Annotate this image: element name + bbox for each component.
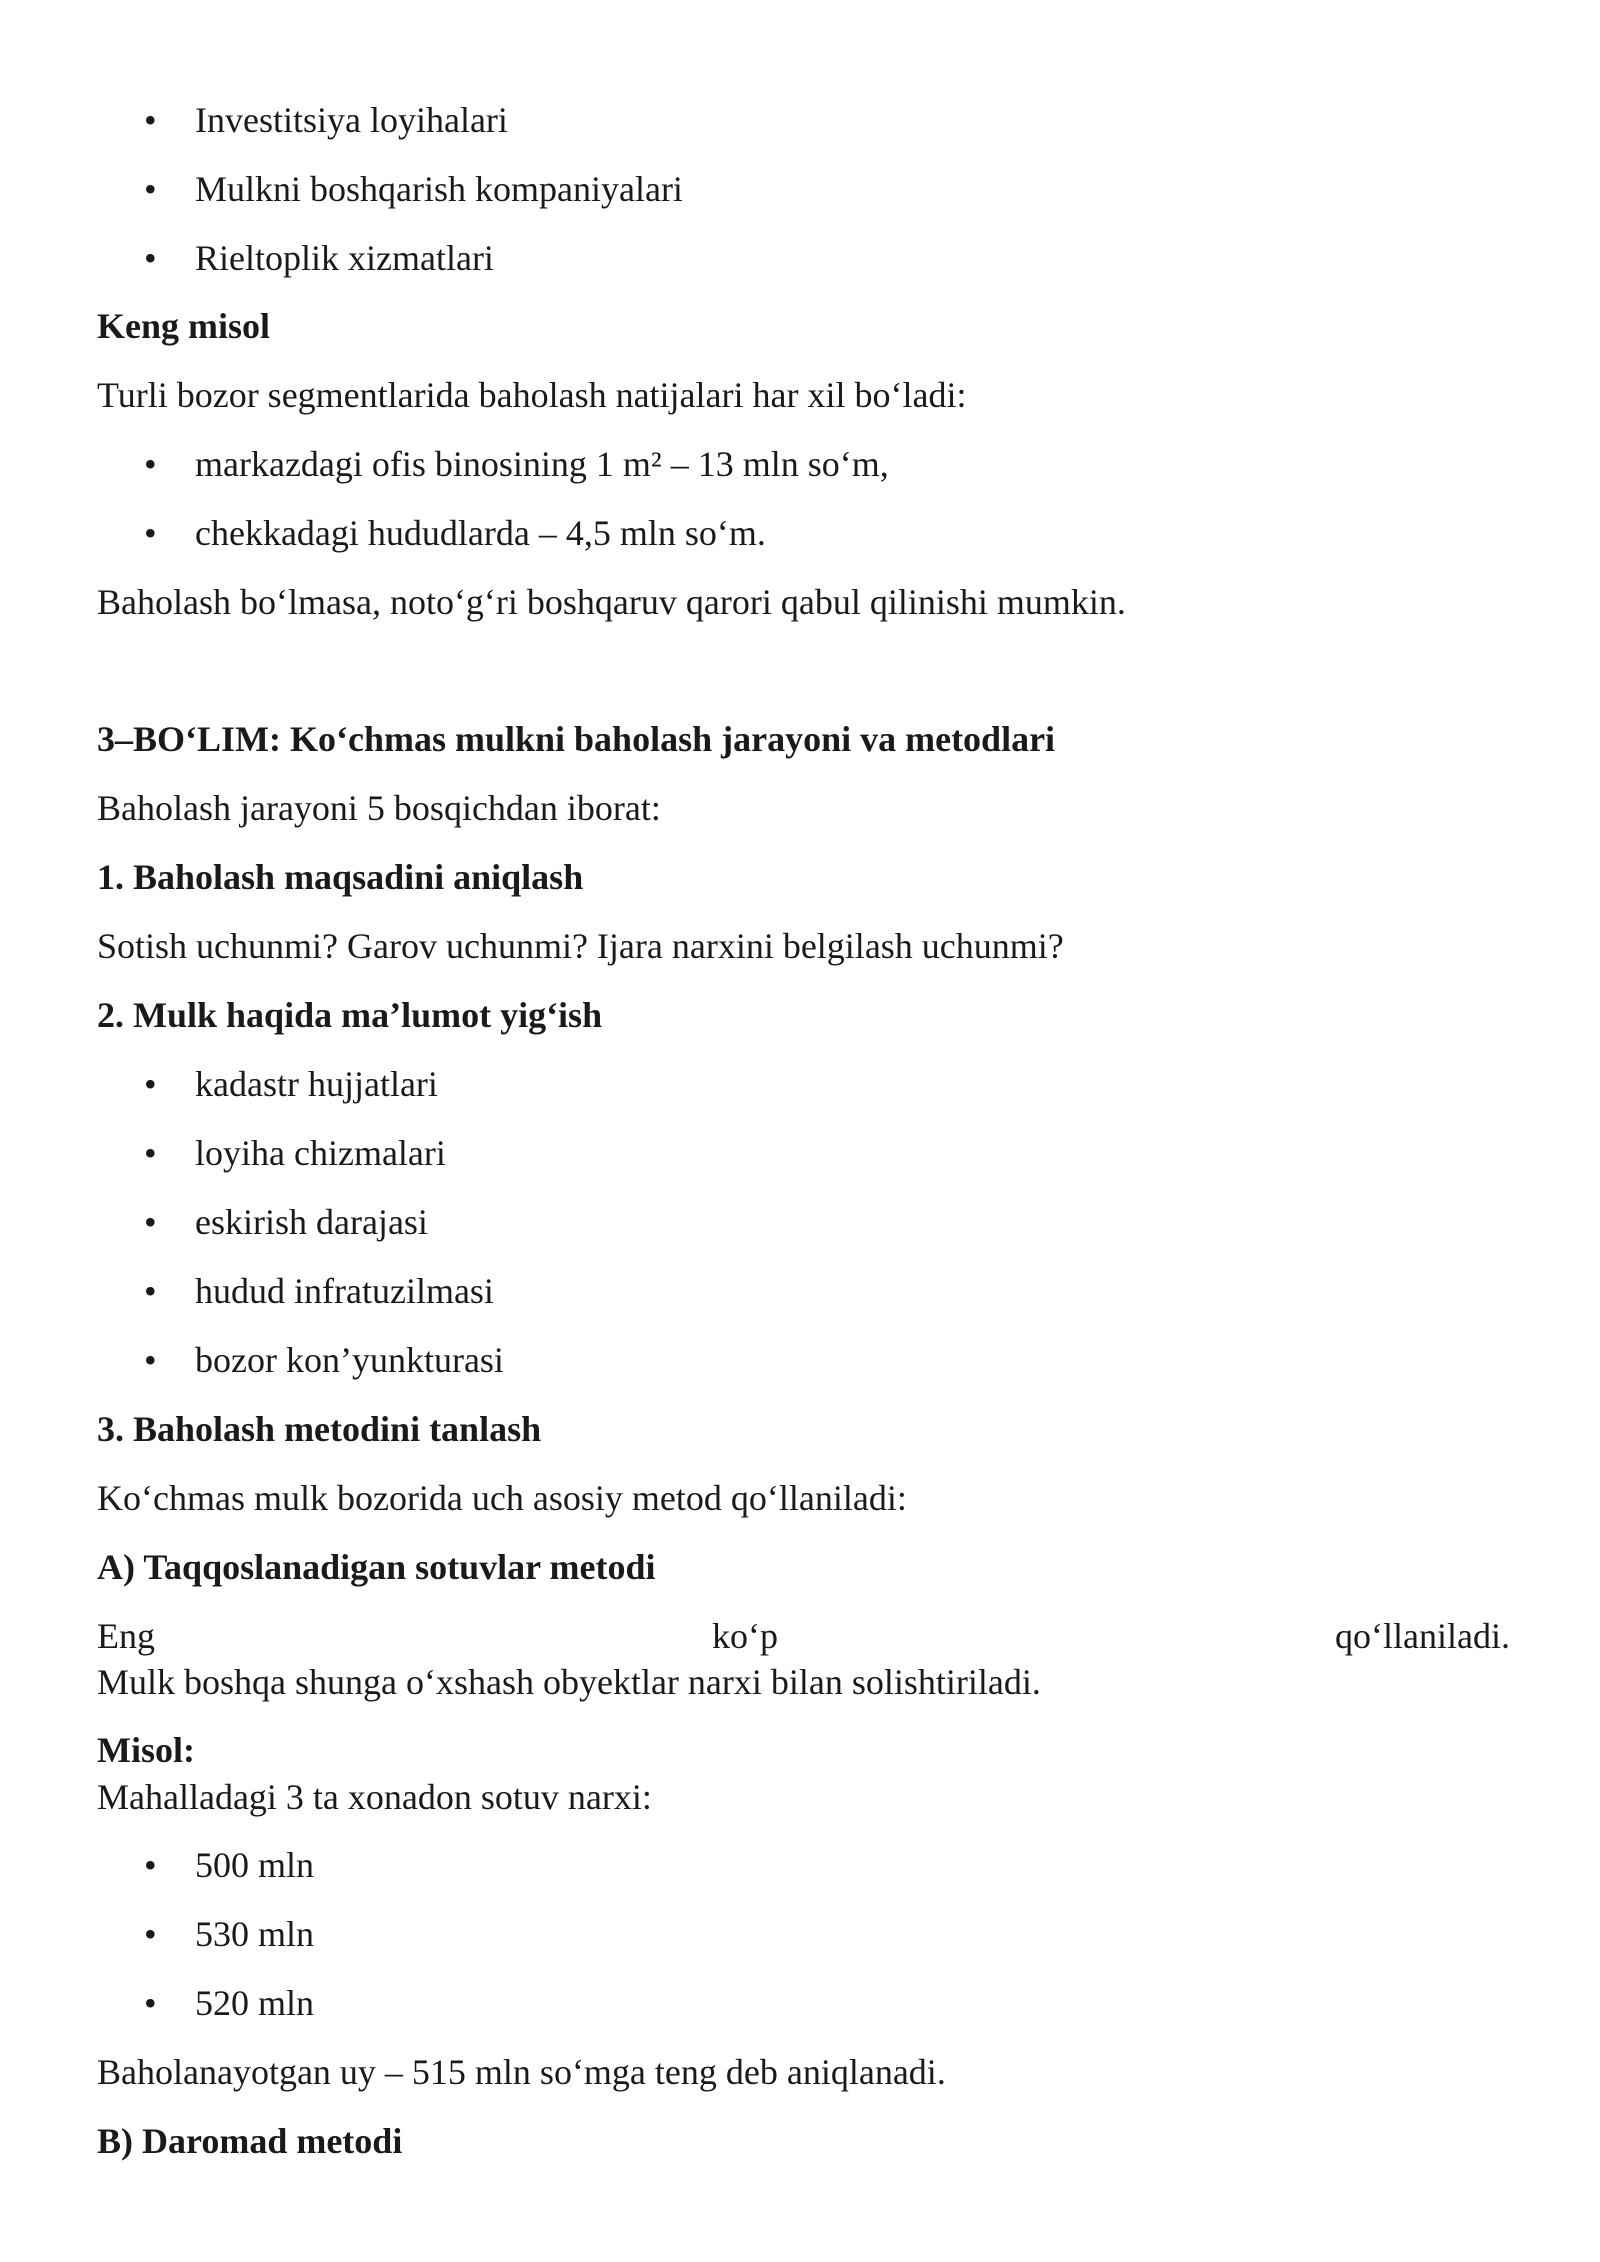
paragraph: Mahalladagi 3 ta xonadon sotuv narxi:: [97, 1777, 652, 1817]
bullet-icon: •: [144, 1914, 157, 1954]
method-heading: B) Daromad metodi: [97, 2121, 403, 2161]
step-heading: 2. Mulk haqida ma’lumot yig‘ish: [97, 995, 603, 1035]
justified-line: [97, 1614, 1510, 1658]
paragraph: Ko‘chmas mulk bozorida uch asosiy metod qo‘llaniladi:: [97, 1478, 907, 1518]
bullet-icon: •: [144, 1983, 157, 2023]
list-item-text: 500 mln: [195, 1845, 315, 1885]
heading-keng-misol: Keng misol: [97, 306, 271, 346]
paragraph: Baholanayotgan uy – 515 mln so‘mga teng deb aniqlanadi.: [97, 2052, 946, 2092]
list-item-text: loyiha chizmalari: [195, 1133, 446, 1173]
list-item-text: Mulkni boshqarish kompaniyalari: [195, 169, 683, 209]
bullet-icon: •: [144, 444, 157, 484]
list-item-text: 520 mln: [195, 1983, 315, 2023]
bullet-icon: •: [144, 100, 157, 140]
bullet-icon: •: [144, 169, 157, 209]
list-item-text: chekkadagi hududlarda – 4,5 mln so‘m.: [195, 513, 766, 553]
list-item-text: eskirish darajasi: [195, 1202, 428, 1242]
list-item-text: bozor kon’yunkturasi: [195, 1340, 504, 1380]
list-item-text: hudud infratuzilmasi: [195, 1271, 494, 1311]
bullet-icon: •: [144, 1340, 157, 1380]
bullet-icon: •: [144, 1202, 157, 1242]
paragraph: Baholash jarayoni 5 bosqichdan iborat:: [97, 788, 661, 828]
word: Eng: [97, 1616, 155, 1656]
list-item-text: kadastr hujjatlari: [195, 1064, 438, 1104]
step-heading: 3. Baholash metodini tanlash: [97, 1409, 542, 1449]
bullet-icon: •: [144, 1271, 157, 1311]
example-label: Misol:: [97, 1730, 195, 1770]
method-heading: A) Taqqoslanadigan sotuvlar metodi: [97, 1547, 656, 1587]
word: ko‘p: [712, 1616, 778, 1656]
bullet-icon: •: [144, 1845, 157, 1885]
list-item-text: Investitsiya loyihalari: [195, 100, 508, 140]
section-title: 3–BO‘LIM: Ko‘chmas mulkni baholash jarayoni va metodlari: [97, 719, 1056, 759]
bullet-icon: •: [144, 1064, 157, 1104]
bullet-icon: •: [144, 513, 157, 553]
paragraph: Turli bozor segmentlarida baholash natijalari har xil bo‘ladi:: [97, 375, 967, 415]
list-item-text: 530 mln: [195, 1914, 315, 1954]
word: qo‘llaniladi.: [1335, 1616, 1510, 1656]
step-heading: 1. Baholash maqsadini aniqlash: [97, 857, 584, 897]
bullet-icon: •: [144, 238, 157, 278]
list-item-text: Rieltoplik xizmatlari: [195, 238, 494, 278]
paragraph: Baholash bo‘lmasa, noto‘g‘ri boshqaruv qarori qabul qilinishi mumkin.: [97, 582, 1126, 622]
paragraph: Mulk boshqa shunga o‘xshash obyektlar narxi bilan solishtiriladi.: [97, 1662, 1041, 1702]
paragraph: Sotish uchunmi? Garov uchunmi? Ijara narxini belgilash uchunmi?: [97, 926, 1064, 966]
list-item-text: markazdagi ofis binosining 1 m² – 13 mln so‘m,: [195, 444, 889, 484]
bullet-icon: •: [144, 1133, 157, 1173]
